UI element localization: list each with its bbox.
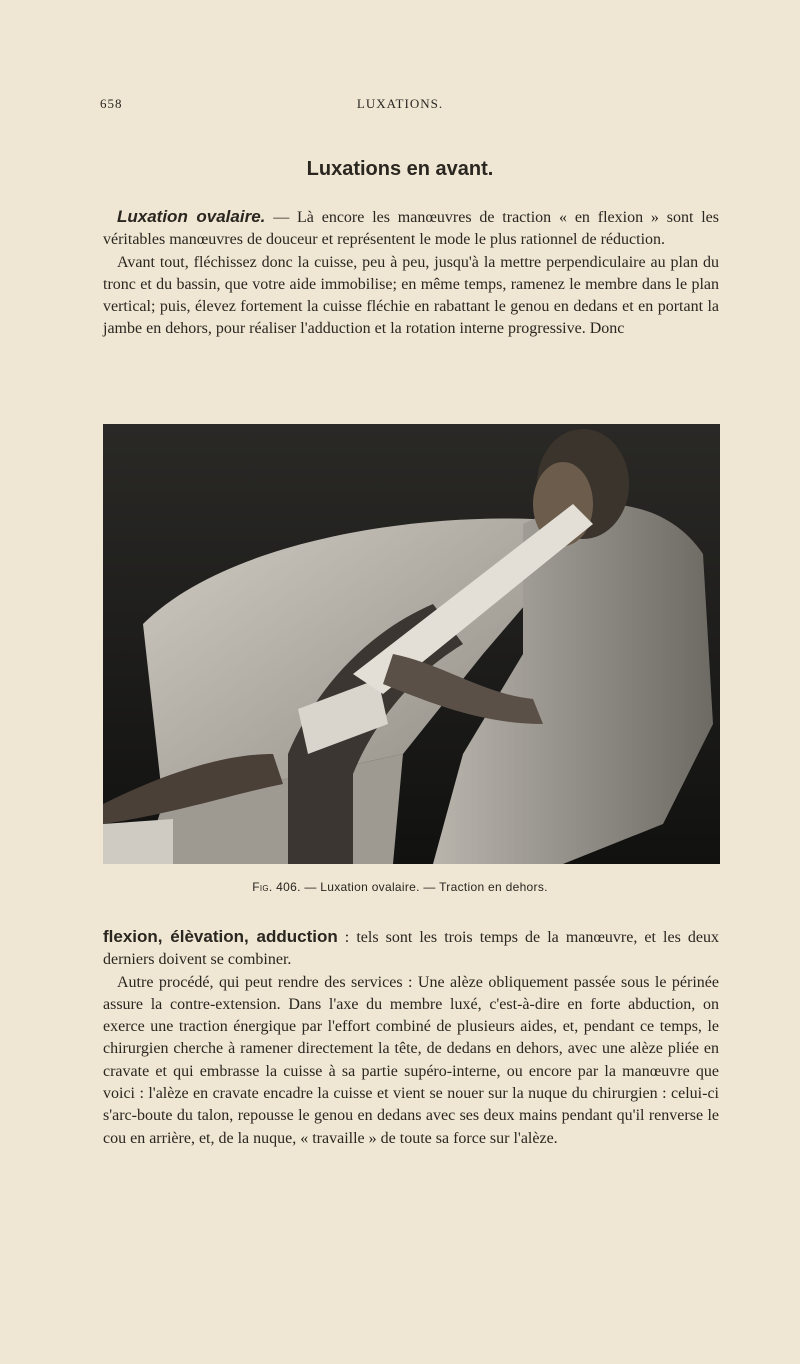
intro-text [103, 206, 719, 341]
continuation-paragraph-1 [103, 926, 719, 972]
caption-text: — Luxation ovalaire. — Traction en dehors. [300, 880, 548, 894]
continuation-text-1: : tels sont les trois temps de la manœuvre, et les deux derniers doivent se combiner. [103, 929, 719, 969]
photograph-illustration [103, 424, 720, 864]
running-title: LUXATIONS. [356, 96, 444, 111]
intro-paragraph-2: Avant tout, fléchissez donc la cuisse, peu à peu, jusqu'à la mettre perpendiculaire au plan du tronc et du bassin, que votre aide immobilise; en même temps, ramenez le membre dans le plan vertical; puis, élevez fortement la cuisse fléchie en rabattant le genou en dedans et en portant la jambe en dehors, pour réaliser l'adduction et la rotation interne progressive. Donc [103, 253, 719, 338]
running-head [0, 96, 800, 116]
figure-label: Fig. 406. [252, 880, 301, 894]
intro-text-1: — Là encore les manœuvres de traction « en flexion » sont les véritables manœuvres de douceur et représentent le mode le plus rationnel de réduction. [103, 209, 720, 249]
run-in-emphasis: flexion, élèvation, adduction [103, 927, 338, 946]
continuation-text [103, 926, 719, 1150]
continuation-paragraph-2: Autre procédé, qui peut rendre des services : Une alèze obliquement passée sous le périnée assure la contre-extension. Dans l'axe du membre luxé, c'est-à-dire en forte abduction, on exerce une traction énergique par l'effort combiné de plusieurs aides, et, pendant ce temps, le chirurgien cherche à ramener directement la tête, de dedans en dehors, avec une alèze pliée en cravate et qui embrasse la cuisse à sa partie supéro-interne, ou encore par la manœuvre que voici : l'alèze en cravate encadre la cuisse et vient se nouer sur la nuque du chirurgien : celui-ci s'arc-boute du talon, repousse le genou en dedans avec ses deux mains pendant qu'il renverse le cou en arrière, et, de la nuque, « travaille » de toute sa force sur l'alèze. [103, 973, 719, 1147]
figure-photograph [103, 424, 720, 864]
figure-caption [0, 880, 800, 894]
run-in-heading: Luxation ovalaire. [117, 207, 266, 226]
intro-paragraph-1 [103, 206, 719, 252]
section-title: Luxations en avant. [306, 158, 494, 180]
page-number: 658 [100, 96, 123, 111]
